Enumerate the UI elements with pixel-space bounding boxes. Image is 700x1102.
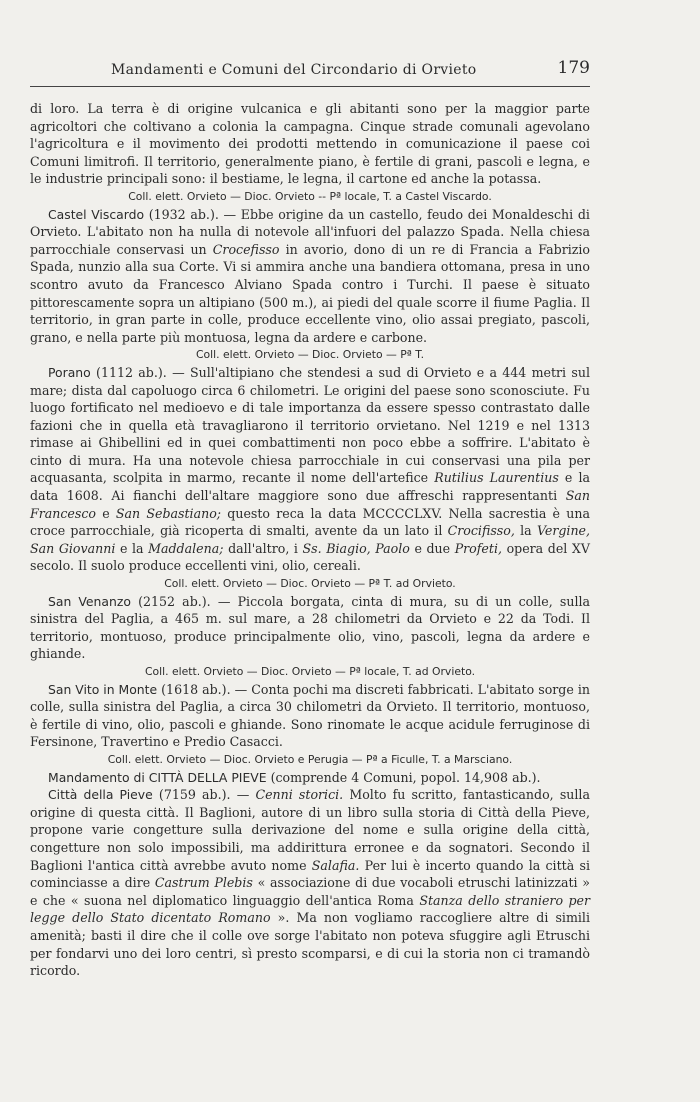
entry-name: San Vito in Monte [48,681,158,697]
entry-text: e [102,505,110,521]
entry-text: Molto fu scritto, fantasticando, sulla origine di questa città. Il Baglioni, autore di un libro sulla storia di Città della Pieve, propone varie congetture sulla derivazione del nome e sulla origine della città, congetture non solo impossibili, ma addirittura erronee e da sognatori. Secondo il Baglioni l'antica città avrebbe avuto nome [30,787,590,873]
castel-viscardo-coll-line: Coll. elett. Orvieto — Dioc. Orvieto — Pª T. [195,348,425,362]
entry-castel-viscardo [30,206,590,347]
porano-coll-line: Coll. elett. Orvieto — Dioc. Orvieto — Pª T. ad Orvieto. [164,577,456,591]
entry-population: (7159 ab.). [158,787,231,803]
entry-italic: Castrum Plebis [154,875,253,891]
mandamento-details: (comprende 4 Comuni, popol. 14,908 ab.). [270,769,541,785]
entry-citta-della-pieve [30,786,590,980]
entry-name: Città della Pieve [48,787,153,803]
entry-italic: Rutilius Laurentius [434,470,559,486]
entry-text: la [520,523,532,539]
page-number: 179 [557,58,590,78]
entry-text: dall'altro, i [228,540,298,556]
entry-italic: Salafia. [311,857,360,873]
running-title: Mandamenti e Comuni del Circondario di Orvieto [111,62,477,78]
entry-population: (1932 ab.). [148,206,219,222]
entry-population: (1112 ab.). [96,364,167,380]
entry-italic: San Francesco [30,488,590,521]
entry-text: — Conta pochi ma discreti fabbricati. L'abitato sorge in colle, sulla sinistra del Paglia, a circa 30 chilometri da Orvieto. Il territorio, montuoso, è fertile di vino, olio, pascoli e ghiande. Sono rinomate le acque acidule ferruginose di Fersinone, Travertino e Predio Casacci. [30,681,590,750]
entry-porano [30,364,590,575]
entry-italic: Crocifisso, [447,523,515,539]
entry-italic: Vergine, San Giovanni [30,523,591,556]
entry-text: opera del XV secolo. Il suolo produce eccellenti vini, olio, cereali. [30,540,590,574]
entry-text: « associazione di due vocaboli etruschi latinizzati » e che « suona nel diplomatico linguaggio dell'antica Roma [30,875,590,908]
entry-italic: Crocefisso [212,241,280,257]
page-body [30,100,590,980]
entry-italic: Cenni storici. [255,787,344,803]
mandamento-heading [30,769,590,787]
entry-text: in avorio, dono di un re di Francia a Fabrizio Spada, nunzio alla sua Corte. Vi si ammira anche una bandiera ottomana, presa in uno scontro avuto da Francesco Alviano Spada contro i Turchi. Il paese è situato pittorescamente sopra un altipiano (500 m.), ai piedi del quale scorre il fiume Paglia. Il territorio, in gran parte in colle, produce eccellente vino, olio assai pregiato, pascoli, grano, e nella parte più montuosa, legna da ardere e carbone. [30,241,590,345]
entry-italic: Maddalena; [148,540,224,556]
entry-text: Per lui è incerto quando la città si cominciasse a dire [30,857,590,891]
mandamento-name: Mandamento di CITTÀ DELLA PIEVE [48,769,267,785]
header-rule [30,86,590,87]
intro-coll-line: Coll. elett. Orvieto — Dioc. Orvieto -- Pª locale, T. a Castel Viscardo. [128,189,492,203]
running-header [30,58,590,78]
entry-text: questo reca la data MCCCCLXV. Nella sacrestia è una croce parrocchiale, già ricoperta di smalti, avente da un lato il [30,505,590,539]
entry-population: (1618 ab.). [161,681,231,697]
entry-text: ». Ma non vogliamo raccogliere altre di simili amenità; basti il dire che il colle ove sorge l'abitato non poteva sfuggire agli Etruschi per fondarvi uno dei loro centri, sì presto scomparsi, e di cui la storia non ci tramandò ricordo. [30,910,590,979]
entry-text: — Sull'altipiano che stendesi a sud di Orvieto e a 444 metri sul mare; dista dal capoluogo circa 6 chilometri. Le origini del paese sono sconosciute. Fu luogo fortificato nel medioevo e di tale importanza da essere spesso contrastato dalle fazioni che in quella età travagliarono il territorio orvietano. Nel 1219 e nel 1313 rimase ai Ghibellini ed in quei combattimenti non poco ebbe a soffrire. L'abitato è cinto di mura. Ha una notevole chiesa parrocchiale in cui conservasi una pila per acquasanta, scolpita in marmo, recante il nome dell'artefice [30,364,590,486]
entry-text: — Ebbe origine da un castello, feudo dei Monaldeschi di Orvieto. L'abitato non ha nulla di notevole all'infuori del palazzo Spada. Nella chiesa parrocchiale conservasi un [30,206,590,257]
intro-paragraph: di loro. La terra è di origine vulcanica e gli abitanti sono per la maggior parte agricoltori che coltivano a colonia la campagna. Cinque strade comunali agevolano l'agricoltura e il movimento dei prodotti mettendo in comunicazione il paese coi Comuni limitrofi. Il territorio, generalmente piano, è fertile di grani, pascoli e legna, e le industrie principali sono: il bestiame, le legna, il cartone ed anche la potassa. [30,101,590,187]
entry-name: Porano [48,364,91,380]
entry-san-vito-in-monte [30,681,590,751]
entry-text: e la data 1608. Ai fianchi dell'altare maggiore sono due affreschi rappresentanti [30,470,590,504]
entry-name: Castel Viscardo [48,206,145,222]
entry-dash: — [236,787,250,803]
entry-italic: San Sebastiano; [115,505,222,521]
san-vito-coll-line: Coll. elett. Orvieto — Dioc. Orvieto e Perugia — Pª a Ficulle, T. a Marsciano. [107,752,513,766]
entry-italic: Ss. Biagio, Paolo [302,540,410,556]
entry-text: e due [414,540,451,556]
entry-name: San Venanzo [48,593,131,609]
entry-text: e la [119,540,144,556]
entry-text: — Piccola borgata, cinta di mura, su di un colle, sulla sinistra del Paglia, a 465 m. sul mare, a 28 chilometri da Orvieto e 22 da Todi. Il territorio, montuoso, produce principalmente olio, vino, pascoli, legna da ardere e ghiande. [30,593,591,662]
san-venanzo-coll-line: Coll. elett. Orvieto — Dioc. Orvieto — Pª locale, T. ad Orvieto. [144,665,476,678]
entry-population: (2152 ab.). [138,593,211,609]
entry-italic: Profeti, [454,540,502,556]
entry-italic: Stanza dello straniero per legge dello Stato dicentato Romano [30,892,590,926]
entry-san-venanzo [30,593,590,663]
